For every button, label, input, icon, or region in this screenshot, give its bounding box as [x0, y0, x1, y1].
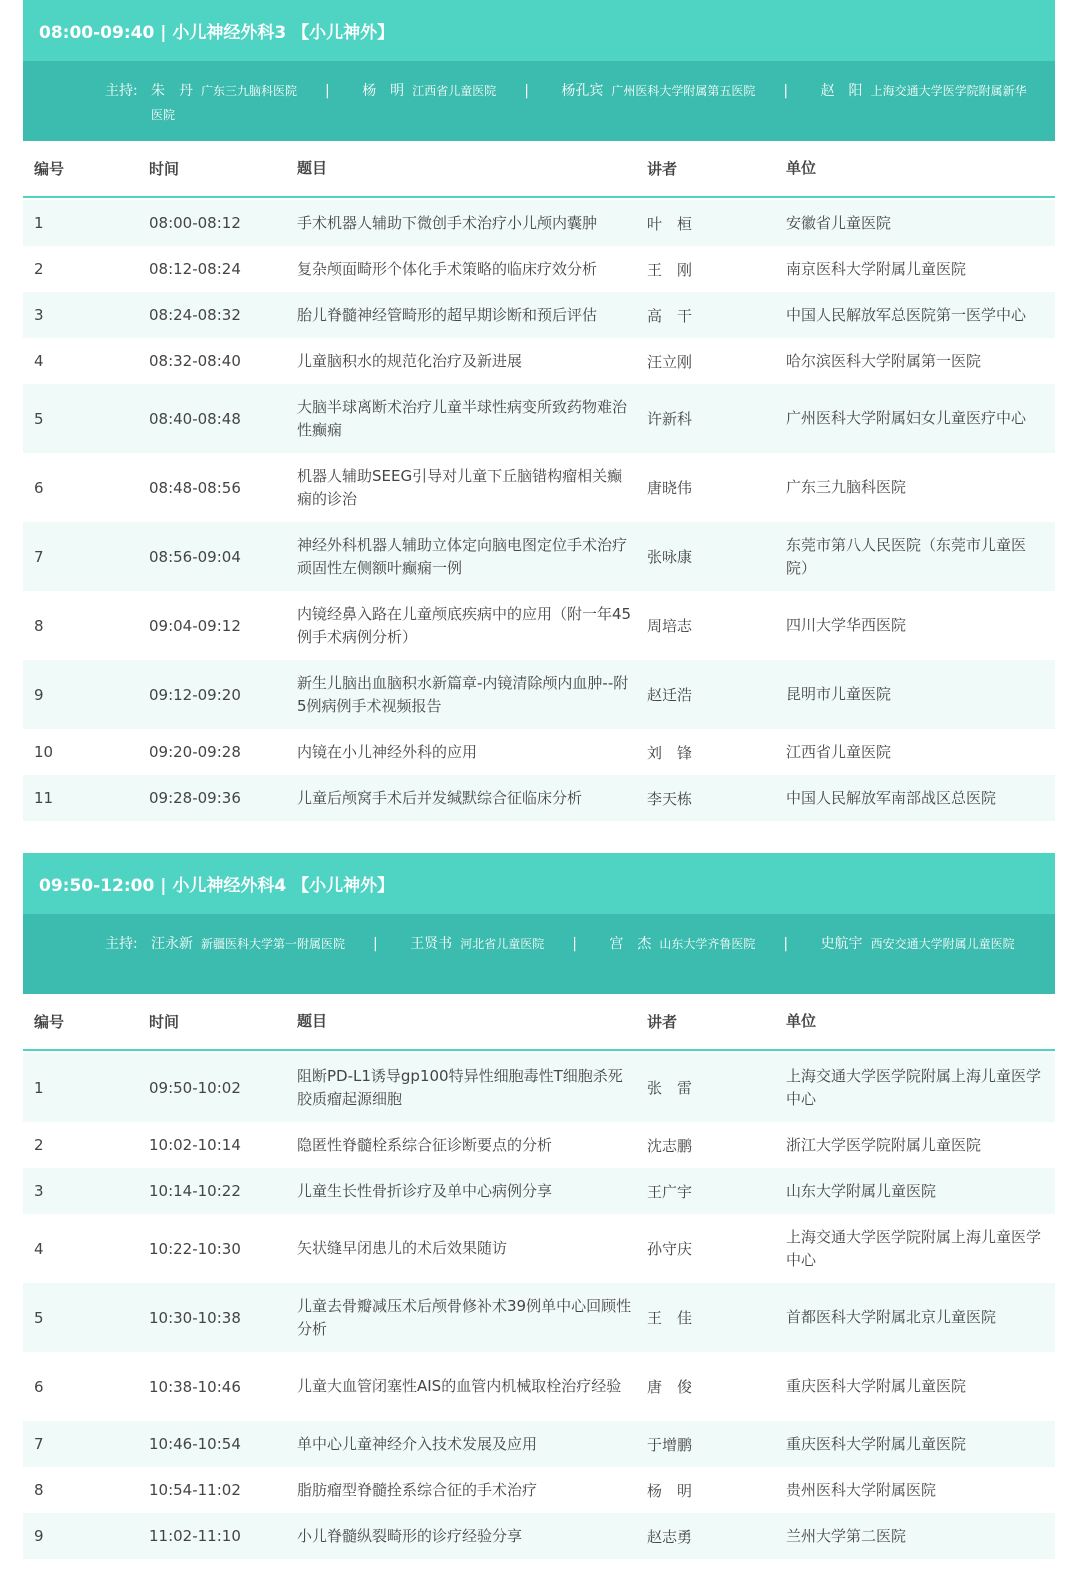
- table-body: [23, 200, 1055, 821]
- table-row: 2 08:12-08:24 复杂颅面畸形个体化手术策略的临床疗效分析 王 刚 南京医科大学附属儿童医院: [34, 259, 967, 279]
- table-row: 9 09:12-09:20 新生儿脑出血脑积水新篇章-内镜清除颅内血肿--附5例病例手术视频报告 赵迁浩 昆明市儿童医院: [23, 660, 1055, 729]
- table-row: 4 08:32-08:40 儿童脑积水的规范化治疗及新进展 汪立刚 哈尔滨医科大学附属第一医院: [34, 351, 982, 371]
- table-row: 1 09:50-10:02 阻断PD-L1诱导gp100特异性细胞毒性T细胞杀死胶质瘤起源细胞 张 雷 上海交通大学医学院附属上海儿童医学中心: [23, 1053, 1055, 1122]
- table-row: 11 09:28-09:36 儿童后颅窝手术后并发缄默综合征临床分析 李天栋 中国人民解放军南部战区总医院: [23, 775, 1055, 821]
- table-row: 8 09:04-09:12 内镜经鼻入路在儿童颅底疾病中的应用（附一年45例手术病例分析） 周培志 四川大学华西医院: [34, 604, 907, 646]
- host-4: 赵 阳 上海交通大学医学院附属新华医院: [151, 83, 1027, 122]
- table-header: [23, 994, 1055, 1051]
- col-topic: 题目: [297, 159, 328, 177]
- session-2: [23, 853, 1055, 1559]
- table-row: 6 08:48-08:56 机器人辅助SEEG引导对儿童下丘脑错构瘤相关癫痫的诊治 唐晓伟 广东三九脑科医院: [34, 466, 907, 508]
- host-2: 王贤书 河北省儿童医院 |: [410, 936, 577, 952]
- col-unit: 单位: [786, 159, 817, 177]
- table-row: 3 10:14-10:22 儿童生长性骨折诊疗及单中心病例分享 王广宇 山东大学附属儿童医院: [23, 1168, 1055, 1214]
- session-1: [23, 0, 1055, 821]
- table-body: [23, 1053, 1055, 1559]
- table-row: 7 08:56-09:04 神经外科机器人辅助立体定向脑电图定位手术治疗顽固性左侧额叶癫痫一例 张咏康 东莞市第八人民医院（东莞市儿童医院）: [23, 522, 1055, 591]
- host-lead: 主持:: [105, 936, 138, 952]
- table-row: 6 10:38-10:46 儿童大血管闭塞性AIS的血管内机械取栓治疗经验 唐 俊 重庆医科大学附属儿童医院: [34, 1377, 967, 1396]
- table-row: 3 08:24-08:32 胎儿脊髓神经管畸形的超早期诊断和预后评估 高 干 中国人民解放军总医院第一医学中心: [23, 292, 1055, 338]
- table-row: 7 10:46-10:54 单中心儿童神经介入技术发展及应用 于增鹏 重庆医科大学附属儿童医院: [23, 1421, 1055, 1467]
- host-3: 宫 杰 山东大学齐鲁医院 |: [609, 936, 789, 952]
- col-no: 编号: [34, 1013, 65, 1031]
- host-1: 汪永新 新疆医科大学第一附属医院 |: [151, 936, 378, 952]
- col-no: 编号: [34, 160, 65, 178]
- table-row: 5 10:30-10:38 儿童去骨瓣减压术后颅骨修补术39例单中心回顾性分析 王 佳 首都医科大学附属北京儿童医院: [23, 1283, 1055, 1352]
- table-row: 2 10:02-10:14 隐匿性脊髓栓系综合征诊断要点的分析 沈志鹏 浙江大学医学院附属儿童医院: [34, 1135, 982, 1155]
- col-time: 时间: [149, 160, 180, 178]
- session-title: 09:50-12:00 | 小儿神经外科4 【小儿神外】: [23, 853, 1055, 914]
- host-2: 杨 明 江西省儿童医院 |: [362, 83, 529, 99]
- host-lead: 主持:: [105, 83, 138, 99]
- col-speaker: 讲者: [647, 1013, 678, 1031]
- host-1: 朱 丹 广东三九脑科医院 |: [151, 83, 330, 99]
- host-panel: [23, 914, 1055, 994]
- session-title: 08:00-09:40 | 小儿神经外科3 【小儿神外】: [23, 0, 1055, 61]
- table-row: 5 08:40-08:48 大脑半球离断术治疗儿童半球性病变所致药物难治性癫痫 许新科 广州医科大学附属妇女儿童医疗中心: [23, 384, 1055, 453]
- table-header: [23, 141, 1055, 198]
- col-topic: 题目: [297, 1012, 328, 1030]
- host-panel: [23, 61, 1055, 141]
- col-time: 时间: [149, 1013, 180, 1031]
- col-speaker: 讲者: [647, 160, 678, 178]
- host-3: 杨孔宾 广州医科大学附属第五医院 |: [561, 83, 789, 99]
- col-unit: 单位: [786, 1012, 817, 1030]
- table-row: 10 09:20-09:28 内镜在小儿神经外科的应用 刘 锋 江西省儿童医院: [34, 742, 892, 762]
- table-row: 8 10:54-11:02 脂肪瘤型脊髓拴系综合征的手术治疗 杨 明 贵州医科大学附属医院: [34, 1480, 937, 1500]
- table-row: 1 08:00-08:12 手术机器人辅助下微创手术治疗小儿颅内囊肿 叶 桓 安徽省儿童医院: [23, 200, 1055, 246]
- host-4: 史航宇 西安交通大学附属儿童医院: [820, 936, 1015, 952]
- table-row: 9 11:02-11:10 小儿脊髓纵裂畸形的诊疗经验分享 赵志勇 兰州大学第二医院: [23, 1513, 1055, 1559]
- table-row: 4 10:22-10:30 矢状缝早闭患儿的术后效果随访 孙守庆 上海交通大学医学院附属上海儿童医学中心: [34, 1227, 1042, 1269]
